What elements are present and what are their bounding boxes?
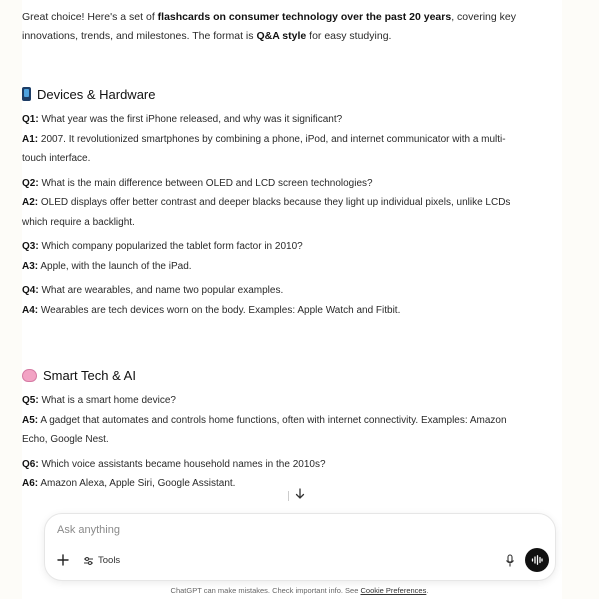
dictate-button[interactable] [505, 554, 515, 568]
flashcard-q5 [22, 391, 522, 450]
voice-mode-button[interactable] [525, 548, 549, 572]
answer-label: A3: [22, 260, 39, 272]
footer-disclaimer [0, 586, 599, 595]
flashcard-q2 [22, 174, 522, 233]
answer-text: OLED displays offer better contrast and deeper blacks because they light up individual pixels, unlike LCDs which require a backlight. [22, 197, 511, 228]
question-text: Which voice assistants became household names in the 2010s? [38, 458, 326, 470]
section-spacer [22, 325, 522, 365]
question-label: Q6: [22, 458, 39, 470]
composer-input-placeholder[interactable]: Ask anything [57, 524, 120, 536]
footer-text: ChatGPT can make mistakes. Check important info. See [170, 586, 361, 595]
answer-label: A2: [22, 197, 39, 208]
flashcard-q3 [22, 237, 522, 276]
answer-label: A6: [22, 478, 39, 489]
footer-end: . [426, 586, 429, 595]
answer-text: 2007. It revolutionized smartphones by combining a phone, iPod, and internet communicator with a multi-touch interface. [22, 133, 506, 164]
flashcard-q4 [22, 281, 522, 320]
section-heading-smart-tech [22, 365, 522, 385]
section-title: Smart Tech & AI [43, 367, 136, 383]
answer-label: A1: [22, 133, 39, 145]
scroll-indicator-divider [288, 491, 289, 501]
intro-text-2: , covering key innovations, trends, and milestones. The format is [22, 11, 516, 42]
answer-text: Amazon Alexa, Apple Siri, Google Assistant. [38, 478, 236, 489]
answer-text: A gadget that automates and controls home functions, often with internet connectivity. Examples: Amazon Echo, Google Nest. [22, 414, 507, 445]
question-label: Q5: [22, 395, 39, 406]
cookie-preferences-link[interactable]: Cookie Preferences [360, 586, 427, 595]
answer-text: Apple, with the launch of the iPad. [38, 260, 192, 272]
microphone-icon [505, 554, 515, 568]
flashcard-q6 [22, 455, 522, 494]
answer-label: A5: [22, 414, 39, 426]
question-text: What are wearables, and name two popular examples. [38, 285, 284, 296]
intro-paragraph [22, 8, 522, 46]
intro-text-1: Great choice! Here's a set of [22, 11, 158, 23]
intro-bold-2: Q&A style [256, 30, 307, 42]
sliders-icon [83, 556, 94, 566]
question-label: Q4: [22, 285, 39, 296]
tools-button[interactable] [83, 555, 120, 566]
intro-bold-1: flashcards on consumer technology over the past 20 years [157, 11, 452, 23]
question-label: Q3: [22, 241, 39, 252]
question-label: Q1: [22, 114, 39, 125]
question-text: What year was the first iPhone released, and why was it significant? [38, 114, 343, 125]
arrow-down-icon [295, 488, 305, 500]
answer-text: Wearables are tech devices worn on the body. Examples: Apple Watch and Fitbit. [38, 304, 401, 316]
tools-label: Tools [98, 555, 121, 566]
assistant-message [22, 8, 522, 499]
scroll-down-button[interactable] [290, 488, 310, 504]
mobile-phone-icon [22, 87, 31, 101]
plus-icon [57, 554, 69, 566]
flashcard-q1 [22, 110, 522, 169]
section-heading-devices [22, 84, 522, 104]
question-text: What is a smart home device? [38, 395, 176, 406]
question-text: What is the main difference between OLED and LCD screen technologies? [38, 177, 373, 189]
answer-label: A4: [22, 304, 39, 316]
add-attachment-button[interactable] [57, 554, 69, 570]
brain-icon [22, 369, 37, 382]
waveform-icon [531, 555, 543, 565]
message-composer[interactable] [44, 513, 556, 581]
section-title: Devices & Hardware [37, 86, 156, 102]
intro-text-3: for easy studying. [306, 30, 392, 42]
question-label: Q2: [22, 177, 39, 189]
question-text: Which company popularized the tablet form factor in 2010? [38, 241, 303, 252]
